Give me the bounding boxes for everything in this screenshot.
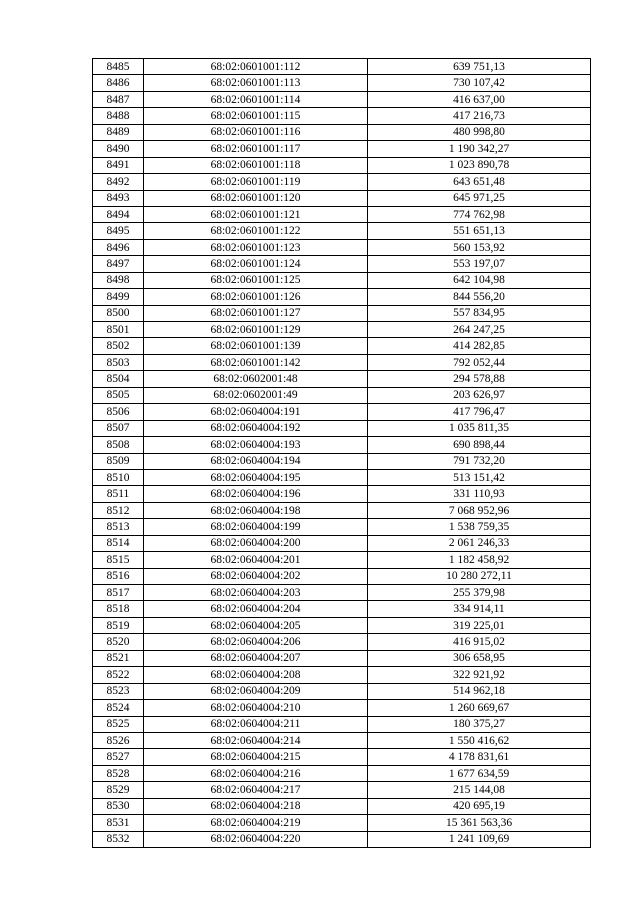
table-row [93, 59, 591, 75]
table-row [93, 322, 591, 338]
row-number-cell: 8498 [93, 272, 144, 288]
cadastral-number-cell: 68:02:0601001:125 [144, 272, 368, 288]
cadastral-value-cell: 306 658,95 [368, 650, 591, 666]
row-number-cell: 8487 [93, 91, 144, 107]
cadastral-value-cell: 417 216,73 [368, 108, 591, 124]
cadastral-value-cell: 480 998,80 [368, 124, 591, 140]
table-row [93, 650, 591, 666]
cadastral-number-cell: 68:02:0604004:218 [144, 798, 368, 814]
cadastral-value-cell: 791 732,20 [368, 453, 591, 469]
cadastral-number-cell: 68:02:0604004:205 [144, 617, 368, 633]
cadastral-number-cell: 68:02:0601001:123 [144, 239, 368, 255]
table-row [93, 289, 591, 305]
cadastral-number-cell: 68:02:0601001:142 [144, 354, 368, 370]
table-row [93, 75, 591, 91]
row-number-cell: 8528 [93, 765, 144, 781]
row-number-cell: 8518 [93, 601, 144, 617]
cadastral-value-cell: 334 914,11 [368, 601, 591, 617]
table-row [93, 568, 591, 584]
cadastral-number-cell: 68:02:0601001:129 [144, 322, 368, 338]
cadastral-value-cell: 10 280 272,11 [368, 568, 591, 584]
cadastral-number-cell: 68:02:0604004:203 [144, 585, 368, 601]
table-row [93, 157, 591, 173]
cadastral-value-cell: 844 556,20 [368, 289, 591, 305]
cadastral-number-cell: 68:02:0604004:198 [144, 502, 368, 518]
cadastral-value-cell: 1 190 342,27 [368, 141, 591, 157]
table-row [93, 256, 591, 272]
cadastral-number-cell: 68:02:0604004:210 [144, 700, 368, 716]
cadastral-value-cell: 1 023 890,78 [368, 157, 591, 173]
cadastral-value-cell: 416 637,00 [368, 91, 591, 107]
row-number-cell: 8496 [93, 239, 144, 255]
cadastral-value-cell: 643 651,48 [368, 174, 591, 190]
cadastral-number-cell: 68:02:0604004:219 [144, 815, 368, 831]
cadastral-number-cell: 68:02:0602001:49 [144, 387, 368, 403]
table-row [93, 617, 591, 633]
cadastral-value-cell: 180 375,27 [368, 716, 591, 732]
cadastral-value-cell: 514 962,18 [368, 683, 591, 699]
table-row [93, 716, 591, 732]
cadastral-value-cell: 264 247,25 [368, 322, 591, 338]
cadastral-number-cell: 68:02:0604004:207 [144, 650, 368, 666]
cadastral-number-cell: 68:02:0604004:217 [144, 782, 368, 798]
table-row [93, 272, 591, 288]
table-row [93, 683, 591, 699]
table-row [93, 535, 591, 551]
cadastral-value-cell: 551 651,13 [368, 223, 591, 239]
row-number-cell: 8507 [93, 420, 144, 436]
cadastral-value-cell: 417 796,47 [368, 404, 591, 420]
cadastral-value-cell: 513 151,42 [368, 469, 591, 485]
cadastral-number-cell: 68:02:0604004:209 [144, 683, 368, 699]
cadastral-value-cell: 557 834,95 [368, 305, 591, 321]
row-number-cell: 8521 [93, 650, 144, 666]
cadastral-value-cell: 1 677 634,59 [368, 765, 591, 781]
row-number-cell: 8492 [93, 174, 144, 190]
row-number-cell: 8524 [93, 700, 144, 716]
table-row [93, 206, 591, 222]
cadastral-number-cell: 68:02:0604004:201 [144, 552, 368, 568]
cadastral-number-cell: 68:02:0601001:114 [144, 91, 368, 107]
row-number-cell: 8510 [93, 469, 144, 485]
table-row [93, 338, 591, 354]
table-row [93, 108, 591, 124]
row-number-cell: 8505 [93, 387, 144, 403]
row-number-cell: 8515 [93, 552, 144, 568]
row-number-cell: 8494 [93, 206, 144, 222]
cadastral-value-cell: 1 182 458,92 [368, 552, 591, 568]
cadastral-number-cell: 68:02:0604004:194 [144, 453, 368, 469]
table-row [93, 831, 591, 847]
table-row [93, 815, 591, 831]
cadastral-number-cell: 68:02:0601001:127 [144, 305, 368, 321]
cadastral-number-cell: 68:02:0604004:204 [144, 601, 368, 617]
cadastral-number-cell: 68:02:0602001:48 [144, 371, 368, 387]
row-number-cell: 8497 [93, 256, 144, 272]
row-number-cell: 8531 [93, 815, 144, 831]
table-row [93, 552, 591, 568]
row-number-cell: 8523 [93, 683, 144, 699]
cadastral-number-cell: 68:02:0604004:214 [144, 732, 368, 748]
table-body [93, 59, 591, 848]
table-row [93, 305, 591, 321]
row-number-cell: 8491 [93, 157, 144, 173]
cadastral-value-cell: 2 061 246,33 [368, 535, 591, 551]
table-row [93, 700, 591, 716]
table-row [93, 371, 591, 387]
cadastral-number-cell: 68:02:0604004:202 [144, 568, 368, 584]
row-number-cell: 8527 [93, 749, 144, 765]
row-number-cell: 8506 [93, 404, 144, 420]
table-row [93, 634, 591, 650]
table-row [93, 190, 591, 206]
cadastral-value-cell: 294 578,88 [368, 371, 591, 387]
cadastral-value-cell: 639 751,13 [368, 59, 591, 75]
row-number-cell: 8517 [93, 585, 144, 601]
row-number-cell: 8520 [93, 634, 144, 650]
cadastral-value-cell: 1 035 811,35 [368, 420, 591, 436]
row-number-cell: 8525 [93, 716, 144, 732]
cadastral-number-cell: 68:02:0601001:121 [144, 206, 368, 222]
cadastral-value-cell: 203 626,97 [368, 387, 591, 403]
cadastral-value-cell: 416 915,02 [368, 634, 591, 650]
cadastral-number-cell: 68:02:0601001:113 [144, 75, 368, 91]
cadastral-value-cell: 1 241 109,69 [368, 831, 591, 847]
cadastral-number-cell: 68:02:0604004:193 [144, 437, 368, 453]
row-number-cell: 8499 [93, 289, 144, 305]
cadastral-number-cell: 68:02:0601001:120 [144, 190, 368, 206]
row-number-cell: 8532 [93, 831, 144, 847]
cadastral-value-cell: 7 068 952,96 [368, 502, 591, 518]
cadastral-value-cell: 322 921,92 [368, 667, 591, 683]
cadastral-number-cell: 68:02:0601001:122 [144, 223, 368, 239]
row-number-cell: 8514 [93, 535, 144, 551]
cadastral-number-cell: 68:02:0601001:112 [144, 59, 368, 75]
cadastral-value-cell: 690 898,44 [368, 437, 591, 453]
table-row [93, 765, 591, 781]
cadastral-number-cell: 68:02:0601001:126 [144, 289, 368, 305]
cadastral-number-cell: 68:02:0601001:115 [144, 108, 368, 124]
row-number-cell: 8489 [93, 124, 144, 140]
table-row [93, 437, 591, 453]
row-number-cell: 8526 [93, 732, 144, 748]
table-row [93, 223, 591, 239]
table-row [93, 502, 591, 518]
table-row [93, 91, 591, 107]
table-row [93, 404, 591, 420]
cadastral-value-cell: 1 260 669,67 [368, 700, 591, 716]
cadastral-value-cell: 319 225,01 [368, 617, 591, 633]
cadastral-number-cell: 68:02:0604004:200 [144, 535, 368, 551]
table-row [93, 519, 591, 535]
cadastral-value-cell: 255 379,98 [368, 585, 591, 601]
cadastral-number-cell: 68:02:0604004:195 [144, 469, 368, 485]
cadastral-value-cell: 15 361 563,36 [368, 815, 591, 831]
row-number-cell: 8486 [93, 75, 144, 91]
cadastral-value-cell: 642 104,98 [368, 272, 591, 288]
table-row [93, 749, 591, 765]
table-row [93, 453, 591, 469]
table-row [93, 732, 591, 748]
table-row [93, 469, 591, 485]
cadastral-number-cell: 68:02:0604004:192 [144, 420, 368, 436]
cadastral-value-cell: 215 144,08 [368, 782, 591, 798]
cadastral-number-cell: 68:02:0604004:208 [144, 667, 368, 683]
cadastral-value-cell: 414 282,85 [368, 338, 591, 354]
cadastral-number-cell: 68:02:0604004:215 [144, 749, 368, 765]
row-number-cell: 8522 [93, 667, 144, 683]
cadastral-number-cell: 68:02:0604004:196 [144, 486, 368, 502]
row-number-cell: 8493 [93, 190, 144, 206]
table-row [93, 420, 591, 436]
row-number-cell: 8490 [93, 141, 144, 157]
table-row [93, 141, 591, 157]
cadastral-number-cell: 68:02:0601001:119 [144, 174, 368, 190]
cadastral-value-table [92, 58, 591, 848]
row-number-cell: 8485 [93, 59, 144, 75]
cadastral-value-cell: 331 110,93 [368, 486, 591, 502]
table-row [93, 387, 591, 403]
row-number-cell: 8529 [93, 782, 144, 798]
table-row [93, 798, 591, 814]
cadastral-value-cell: 645 971,25 [368, 190, 591, 206]
cadastral-number-cell: 68:02:0601001:118 [144, 157, 368, 173]
cadastral-number-cell: 68:02:0601001:139 [144, 338, 368, 354]
row-number-cell: 8516 [93, 568, 144, 584]
row-number-cell: 8501 [93, 322, 144, 338]
cadastral-number-cell: 68:02:0604004:211 [144, 716, 368, 732]
table-row [93, 782, 591, 798]
cadastral-number-cell: 68:02:0601001:124 [144, 256, 368, 272]
table-row [93, 354, 591, 370]
table-row [93, 601, 591, 617]
row-number-cell: 8530 [93, 798, 144, 814]
cadastral-number-cell: 68:02:0604004:191 [144, 404, 368, 420]
cadastral-value-cell: 420 695,19 [368, 798, 591, 814]
cadastral-number-cell: 68:02:0604004:216 [144, 765, 368, 781]
row-number-cell: 8503 [93, 354, 144, 370]
cadastral-number-cell: 68:02:0604004:199 [144, 519, 368, 535]
cadastral-value-cell: 774 762,98 [368, 206, 591, 222]
cadastral-number-cell: 68:02:0604004:220 [144, 831, 368, 847]
cadastral-value-cell: 1 550 416,62 [368, 732, 591, 748]
table-row [93, 667, 591, 683]
row-number-cell: 8519 [93, 617, 144, 633]
row-number-cell: 8511 [93, 486, 144, 502]
cadastral-value-cell: 560 153,92 [368, 239, 591, 255]
row-number-cell: 8488 [93, 108, 144, 124]
row-number-cell: 8508 [93, 437, 144, 453]
cadastral-number-cell: 68:02:0601001:117 [144, 141, 368, 157]
table-row [93, 239, 591, 255]
row-number-cell: 8504 [93, 371, 144, 387]
table-row [93, 124, 591, 140]
cadastral-value-cell: 4 178 831,61 [368, 749, 591, 765]
cadastral-value-cell: 792 052,44 [368, 354, 591, 370]
cadastral-value-cell: 553 197,07 [368, 256, 591, 272]
table-row [93, 486, 591, 502]
row-number-cell: 8513 [93, 519, 144, 535]
row-number-cell: 8495 [93, 223, 144, 239]
row-number-cell: 8509 [93, 453, 144, 469]
cadastral-value-cell: 1 538 759,35 [368, 519, 591, 535]
row-number-cell: 8512 [93, 502, 144, 518]
table-row [93, 174, 591, 190]
row-number-cell: 8500 [93, 305, 144, 321]
cadastral-value-cell: 730 107,42 [368, 75, 591, 91]
cadastral-number-cell: 68:02:0604004:206 [144, 634, 368, 650]
table-row [93, 585, 591, 601]
row-number-cell: 8502 [93, 338, 144, 354]
cadastral-number-cell: 68:02:0601001:116 [144, 124, 368, 140]
